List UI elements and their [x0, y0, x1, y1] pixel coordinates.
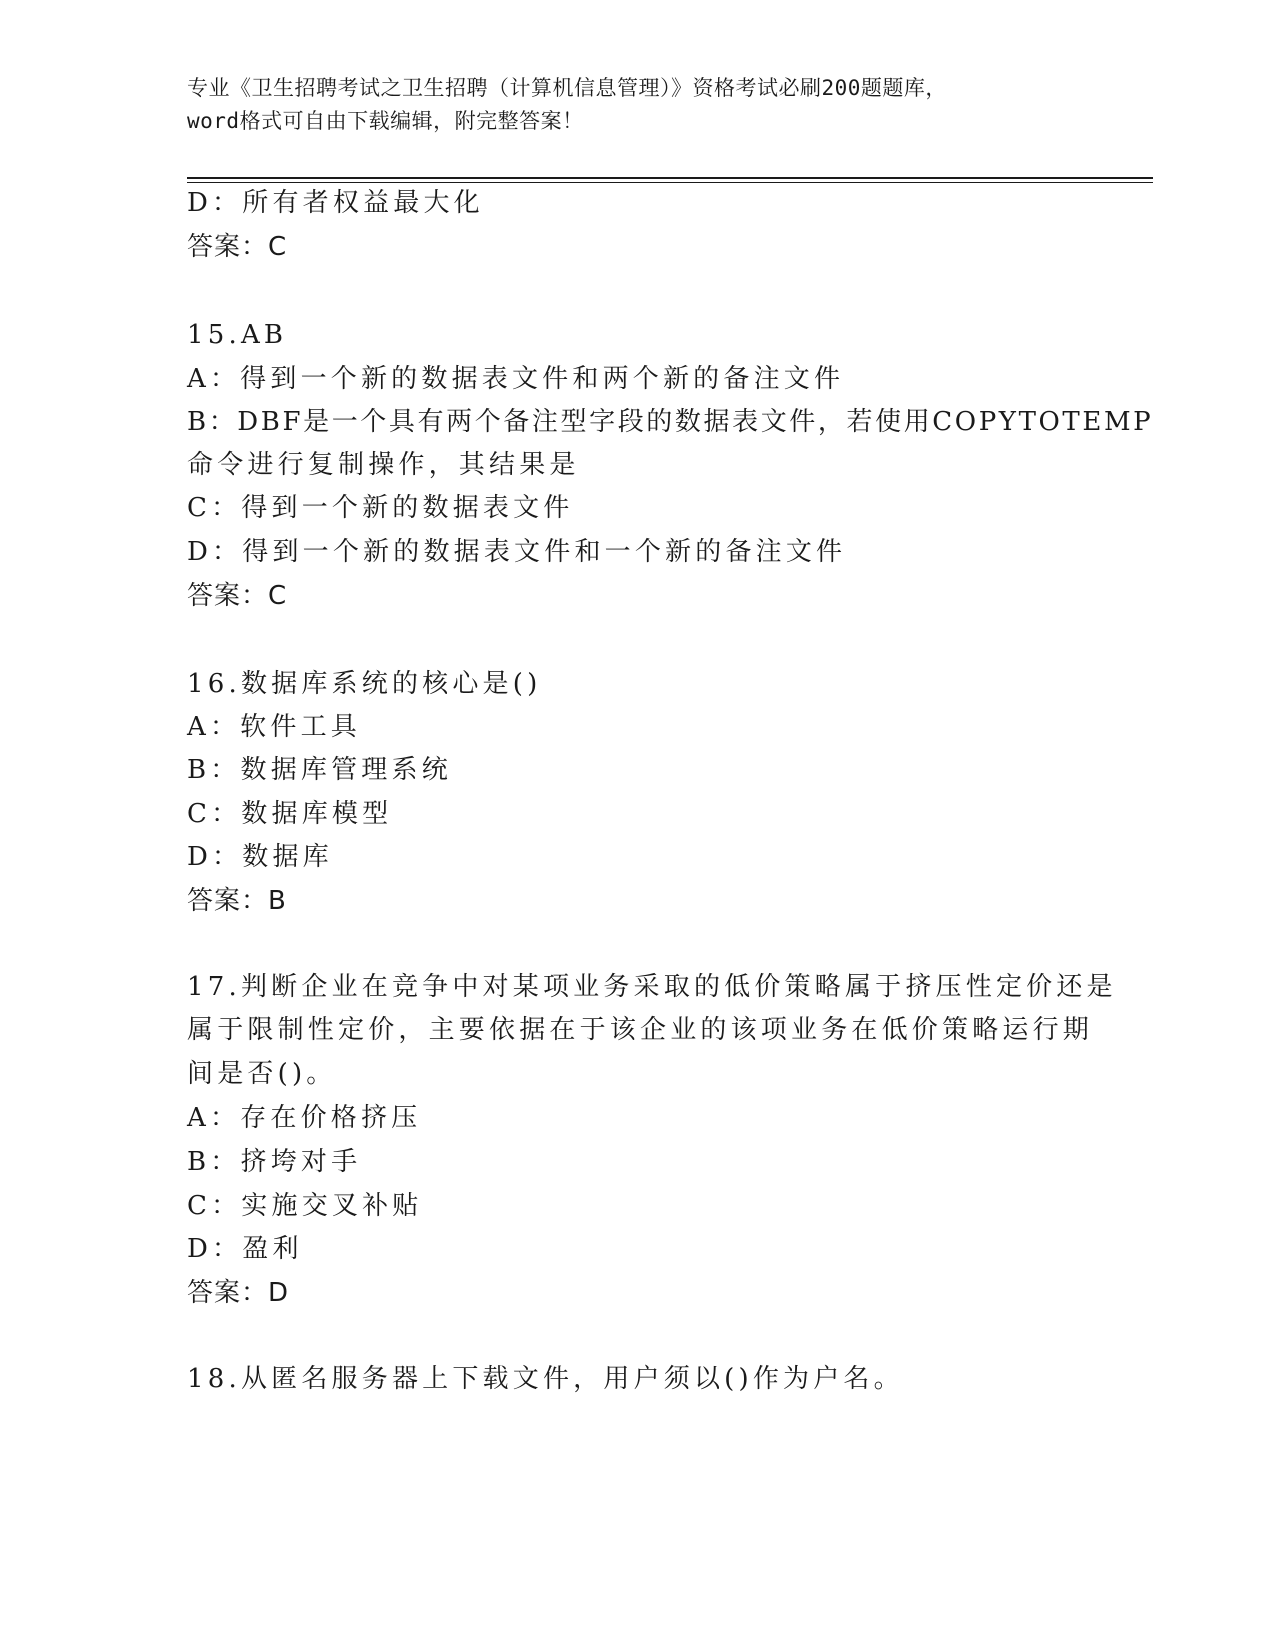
q17-stem-line-2: 属于限制性定价，主要依据在于该企业的该项业务在低价策略运行期 — [187, 1015, 1094, 1045]
q16-answer: 答案：B — [187, 886, 287, 916]
q16-stem: 16.数据库系统的核心是() — [187, 669, 542, 699]
q15-stem: 15.AB — [187, 320, 288, 350]
document-header — [187, 72, 1087, 138]
q15-option-b-line-1: B：DBF是一个具有两个备注型字段的数据表文件，若使用COPYTOTEMP — [187, 407, 1154, 437]
q17-option-a: A：存在价格挤压 — [187, 1103, 422, 1133]
q15-option-a: A：得到一个新的数据表文件和两个新的备注文件 — [187, 364, 845, 394]
q14-option-d: D：所有者权益最大化 — [187, 188, 484, 218]
q14-answer: 答案：C — [187, 232, 288, 262]
q15-option-b-line-2: 命令进行复制操作，其结果是 — [187, 450, 580, 480]
q15-answer: 答案：C — [187, 581, 288, 611]
q18-stem: 18.从匿名服务器上下载文件，用户须以()作为户名。 — [187, 1364, 904, 1394]
q17-stem-line-1: 17.判断企业在竞争中对某项业务采取的低价策略属于挤压性定价还是 — [187, 972, 1117, 1002]
header-divider-thin — [187, 182, 1153, 183]
q17-option-d: D：盈利 — [187, 1234, 303, 1264]
header-divider-thick — [187, 177, 1153, 179]
q16-option-a: A：软件工具 — [187, 712, 361, 742]
q17-stem-line-3: 间是否()。 — [187, 1059, 337, 1089]
q17-option-b: B：挤垮对手 — [187, 1147, 362, 1177]
q17-option-c: C：实施交叉补贴 — [187, 1191, 423, 1221]
q16-option-b: B：数据库管理系统 — [187, 755, 452, 785]
header-line-2: word格式可自由下载编辑，附完整答案！ — [187, 109, 584, 133]
q16-option-c: C：数据库模型 — [187, 799, 393, 829]
q15-option-d: D：得到一个新的数据表文件和一个新的备注文件 — [187, 537, 847, 567]
q16-option-d: D：数据库 — [187, 842, 333, 872]
q17-answer: 答案：D — [187, 1278, 290, 1308]
header-line-1: 专业《卫生招聘考试之卫生招聘（计算机信息管理）》资格考试必刷200题题库， — [187, 76, 947, 100]
q15-option-c: C：得到一个新的数据表文件 — [187, 493, 574, 523]
